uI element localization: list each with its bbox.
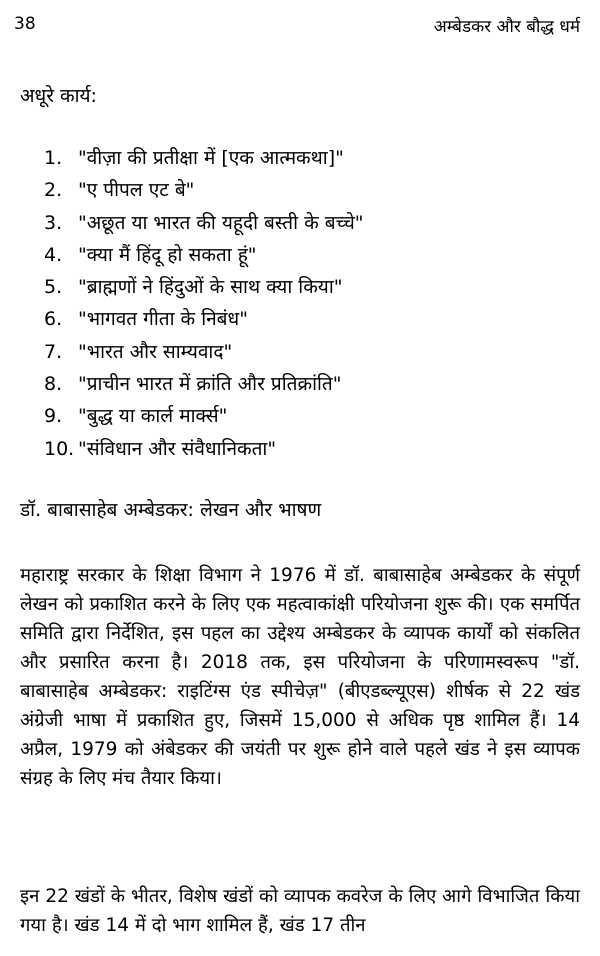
list-item-title: "ब्राह्मणों ने हिंदुओं के साथ क्या किया" [78,276,343,299]
list-item-title: "संविधान और संवैधानिकता" [78,437,277,460]
list-item-number: 6. [44,308,63,331]
list-item-title: "ए पीपल एट बे" [78,179,195,202]
body-paragraph: महाराष्ट्र सरकार के शिक्षा विभाग ने 1976 में डॉ. बाबासाहेब अम्बेडकर के संपूर्ण लेखन को प्रकाशित करने के लिए एक महत्वाकांक्षी परियोजना शुरू की। एक समर्पित समिति द्वारा निर्देशित, इस पहल का उद्देश्य अम्बेडकर के व्यापक कार्यों को संकलित और प्रसारित करना है। 2018 तक, इस परियोजना के परिणामस्वरूप "डॉ. बाबासाहेब अम्बेडकर: राइटिंग्स एंड स्पीचेज़" (बीएडब्ल्यूएस) शीर्षक से 22 खंड अंग्रेजी भाषा में प्रकाशित हुए, जिसमें 15,000 से अधिक पृष्ठ शामिल हैं। 14 अप्रैल, 1979 को अंबेडकर की जयंती पर शुरू होने वाले पहले खंड ने इस व्यापक संग्रह के लिए मंच तैयार किया। [20,565,580,789]
list-item-title: "अछूत या भारत की यहूदी बस्ती के बच्चे" [78,211,364,234]
list-item [44,336,364,368]
list-item [44,303,364,335]
incomplete-works-heading: अधूरे कार्य: [20,85,97,107]
list-item-number: 8. [44,373,63,396]
list-item [44,271,364,303]
list-item [44,207,364,239]
list-item [44,368,364,400]
list-item-number: 10. [44,437,75,460]
list-item-number: 5. [44,276,63,299]
section-heading: डॉ. बाबासाहेब अम्बेडकर: लेखन और भाषण [20,499,322,521]
list-item [44,400,364,432]
running-title: अम्बेडकर और बौद्ध धर्म [433,17,580,37]
list-item-number: 9. [44,405,63,428]
list-item-number: 4. [44,243,63,266]
body-paragraph: इन 22 खंडों के भीतर, विशेष खंडों को व्यापक कवरेज के लिए आगे विभाजित किया गया है। खंड 14 में दो भाग शामिल हैं, खंड 17 तीन [20,886,580,936]
list-item-number: 3. [44,211,63,234]
page-number: 38 [14,14,36,34]
list-item-number: 7. [44,340,63,363]
list-item-title: "प्राचीन भारत में क्रांति और प्रतिक्रांति" [78,373,342,396]
list-item-title: "क्या मैं हिंदू हो सकता हूं" [78,243,257,266]
list-item [44,239,364,271]
incomplete-works-list [44,142,364,465]
list-item-title: "बुद्ध या कार्ल मार्क्स" [78,405,228,428]
list-item [44,142,364,174]
list-item [44,433,364,465]
list-item-number: 1. [44,147,63,169]
list-item-title: "भारत और साम्यवाद" [78,340,233,363]
list-item-title: "वीज़ा की प्रतीक्षा में [एक आत्मकथा]" [78,147,344,169]
list-item [44,174,364,206]
list-item-title: "भागवत गीता के निबंध" [78,308,248,331]
page-header [14,14,580,38]
list-item-number: 2. [44,179,63,202]
